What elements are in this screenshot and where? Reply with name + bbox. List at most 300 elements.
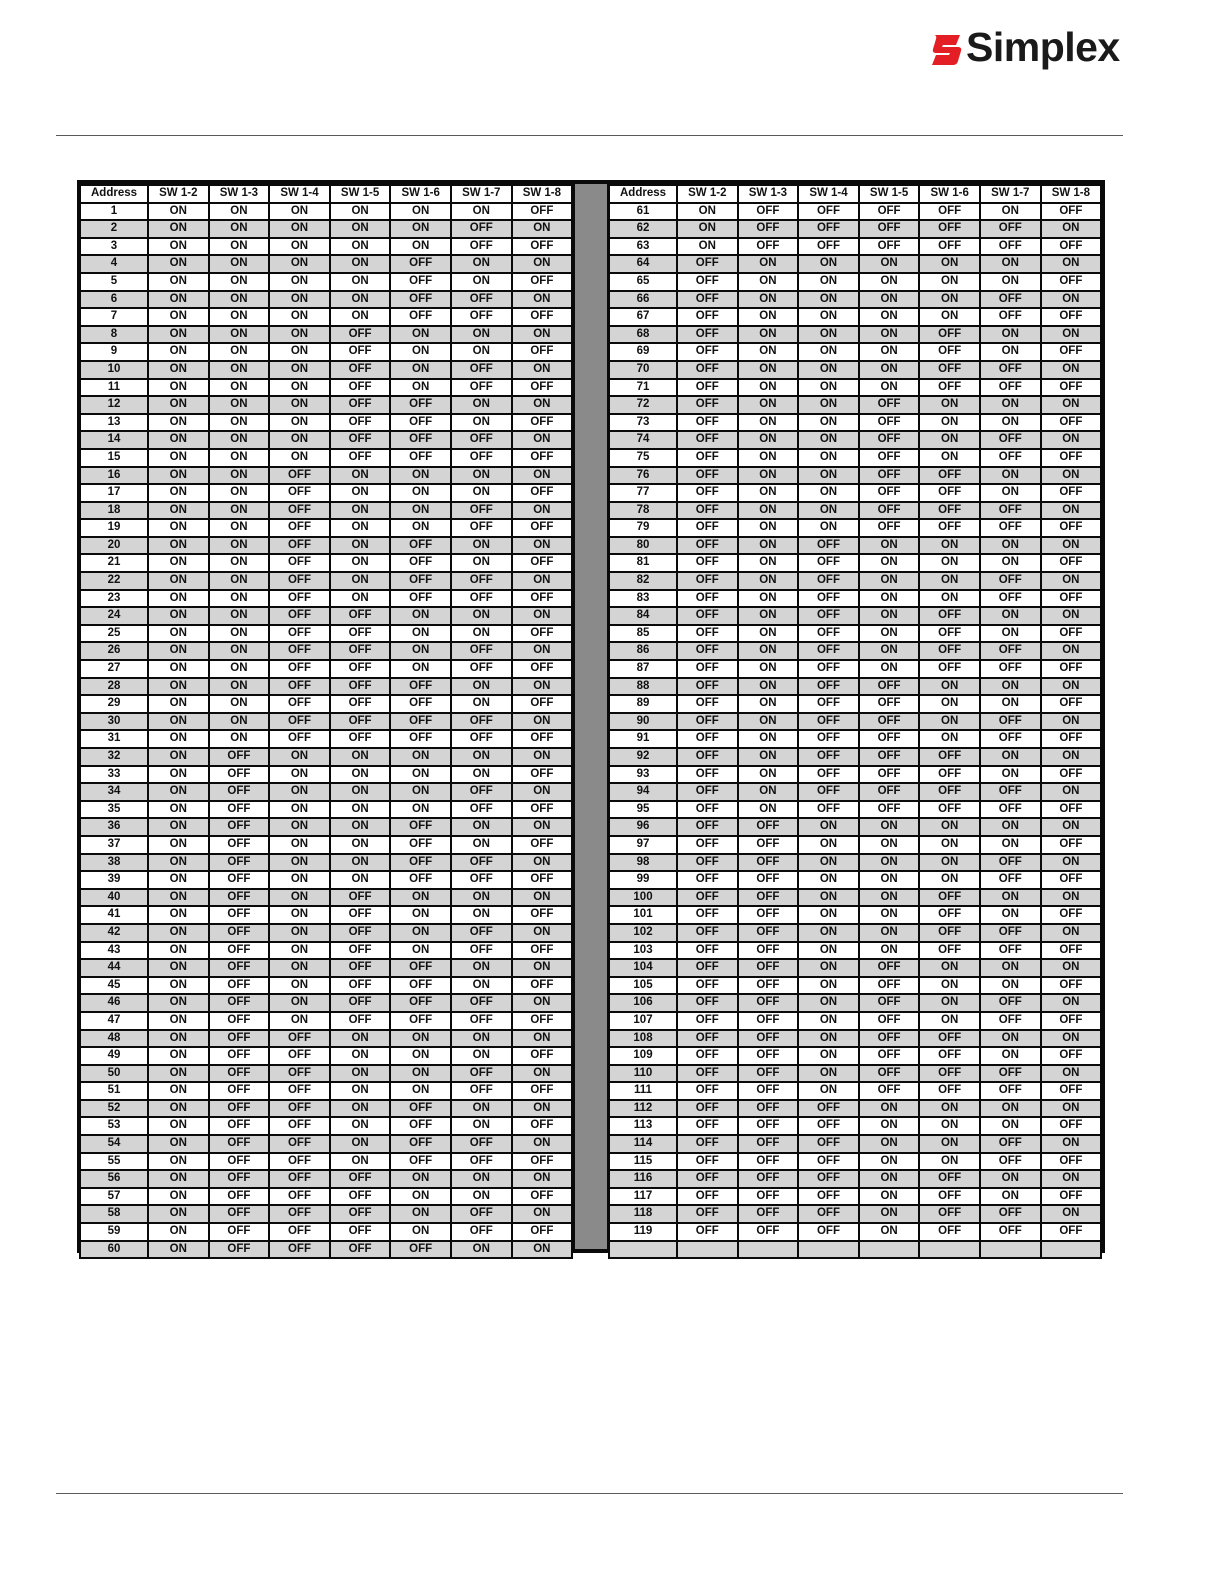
switch-state-cell: ON [210,679,269,695]
switch-state-cell: ON [331,767,390,783]
table-row [81,643,571,659]
switch-state-cell: ON [1042,855,1101,871]
switch-state-cell: ON [799,450,858,466]
switch-state-cell: ON [452,679,511,695]
switch-state-cell: ON [513,468,572,484]
switch-state-cell: ON [981,538,1040,554]
table-row [81,731,571,747]
switch-state-cell: ON [1042,890,1101,906]
switch-state-cell: ON [331,591,390,607]
switch-state-cell: OFF [678,855,737,871]
table-row [610,978,1100,994]
switch-state-cell: OFF [678,1136,737,1152]
switch-state-cell: OFF [331,714,390,730]
switch-state-cell: OFF [678,784,737,800]
switch-state-cell: ON [1042,573,1101,589]
switch-state-cell: OFF [860,450,919,466]
address-cell: 31 [81,731,147,747]
switch-state-cell: OFF [513,696,572,712]
switch-state-cell: OFF [270,679,329,695]
switch-state-cell: OFF [739,1206,798,1222]
switch-state-cell: ON [210,538,269,554]
switch-state-cell: ON [920,415,979,431]
switch-state-cell: OFF [1042,1224,1101,1240]
switch-state-cell: ON [391,907,450,923]
table-row [610,591,1100,607]
switch-state-cell: OFF [331,907,390,923]
switch-state-cell: OFF [391,1154,450,1170]
address-cell: 6 [81,292,147,308]
table-row [610,696,1100,712]
switch-state-cell: ON [210,362,269,378]
switch-state-cell: ON [270,380,329,396]
switch-state-cell: OFF [920,643,979,659]
switch-state-cell: OFF [1042,274,1101,290]
switch-state-cell: OFF [678,1189,737,1205]
switch-state-cell: OFF [1042,907,1101,923]
switch-state-cell: ON [1042,1031,1101,1047]
switch-state-cell: ON [210,731,269,747]
address-cell: 101 [610,907,676,923]
table-row [610,872,1100,888]
switch-state-cell: OFF [860,802,919,818]
switch-state-cell: ON [452,696,511,712]
switch-state-cell: OFF [920,1171,979,1187]
table-row [610,221,1100,237]
switch-state-cell: OFF [513,309,572,325]
switch-state-cell: OFF [513,872,572,888]
switch-state-cell: ON [149,960,208,976]
table-row [610,679,1100,695]
switch-state-cell: ON [210,204,269,220]
switch-state-cell: ON [331,855,390,871]
switch-state-cell: ON [210,221,269,237]
switch-state-cell: ON [452,397,511,413]
address-cell: 91 [610,731,676,747]
switch-state-cell: ON [331,1031,390,1047]
switch-state-cell: ON [210,292,269,308]
switch-state-cell: ON [270,292,329,308]
switch-state-cell: OFF [678,1048,737,1064]
switch-state-cell: OFF [210,872,269,888]
switch-state-cell: OFF [981,714,1040,730]
switch-state-cell: OFF [678,907,737,923]
switch-state-cell: OFF [270,538,329,554]
switch-state-cell: OFF [678,292,737,308]
switch-state-cell: OFF [270,591,329,607]
switch-state-cell: OFF [678,256,737,272]
switch-state-cell: ON [799,468,858,484]
switch-state-cell: OFF [452,239,511,255]
switch-state-cell: ON [920,696,979,712]
switch-state-cell: OFF [331,1206,390,1222]
switch-state-cell: ON [799,925,858,941]
switch-state-cell: ON [981,256,1040,272]
switch-state-cell: ON [799,978,858,994]
switch-state-cell: ON [860,837,919,853]
switch-state-cell: ON [920,872,979,888]
switch-state-cell: ON [920,274,979,290]
switch-state-cell: ON [149,1101,208,1117]
switch-state-cell: ON [452,767,511,783]
switch-state-cell: OFF [860,485,919,501]
switch-state-cell: ON [149,1224,208,1240]
switch-state-cell: OFF [1042,1189,1101,1205]
switch-state-cell: OFF [1042,661,1101,677]
switch-state-cell: OFF [513,415,572,431]
switch-state-cell: OFF [270,1136,329,1152]
switch-state-cell: OFF [452,925,511,941]
switch-state-cell: ON [678,204,737,220]
switch-state-cell: OFF [391,995,450,1011]
switch-state-cell: ON [149,643,208,659]
switch-state-cell: OFF [799,1171,858,1187]
switch-state-cell: OFF [981,380,1040,396]
table-row [610,819,1100,835]
address-cell: 38 [81,855,147,871]
switch-state-cell: ON [981,696,1040,712]
switch-state-cell: ON [270,890,329,906]
switch-state-cell: OFF [981,855,1040,871]
switch-state-cell: OFF [391,591,450,607]
switch-state-cell: OFF [860,696,919,712]
switch-state-cell: OFF [210,1101,269,1117]
switch-state-cell: ON [452,555,511,571]
switch-state-cell: OFF [513,344,572,360]
address-table-right [608,184,1102,1259]
switch-state-cell: OFF [391,292,450,308]
switch-state-cell: ON [391,1066,450,1082]
switch-state-cell: ON [331,749,390,765]
switch-state-cell: ON [270,204,329,220]
switch-state-cell: ON [860,943,919,959]
switch-state-cell: OFF [210,767,269,783]
switch-state-cell: ON [860,1101,919,1117]
table-row [81,344,571,360]
switch-state-cell: ON [1042,925,1101,941]
switch-state-cell: OFF [678,485,737,501]
switch-state-cell: ON [270,802,329,818]
switch-state-cell: OFF [678,1206,737,1222]
switch-state-cell: ON [270,1013,329,1029]
switch-state-cell: OFF [981,925,1040,941]
address-cell: 111 [610,1083,676,1099]
switch-state-cell: ON [799,1048,858,1064]
address-cell: 27 [81,661,147,677]
switch-state-cell: ON [920,1154,979,1170]
switch-state-cell: OFF [1042,415,1101,431]
switch-state-cell: ON [331,256,390,272]
switch-state-cell: ON [860,344,919,360]
switch-state-cell: OFF [210,749,269,765]
switch-state-cell: OFF [331,925,390,941]
switch-state-cell: OFF [452,1154,511,1170]
header-switch: SW 1-6 [920,186,979,202]
switch-state-cell: ON [1042,784,1101,800]
switch-state-cell: ON [920,714,979,730]
switch-state-cell: ON [860,573,919,589]
switch-state-cell: ON [210,468,269,484]
switch-state-cell: OFF [860,1066,919,1082]
switch-state-cell: ON [452,960,511,976]
table-row [81,292,571,308]
table-row [610,380,1100,396]
switch-state-cell: OFF [391,450,450,466]
table-row [81,1101,571,1117]
address-cell: 55 [81,1154,147,1170]
switch-state-cell: ON [739,608,798,624]
switch-state-cell: OFF [1042,1154,1101,1170]
switch-state-cell: OFF [331,643,390,659]
switch-state-cell: OFF [270,1048,329,1064]
address-cell: 19 [81,520,147,536]
switch-state-cell: ON [210,397,269,413]
switch-state-cell [678,1242,737,1258]
switch-state-cell: ON [920,995,979,1011]
switch-state-cell: OFF [981,643,1040,659]
switch-state-cell: OFF [981,591,1040,607]
switch-state-cell: OFF [799,749,858,765]
switch-state-cell: OFF [799,1118,858,1134]
switch-state-cell: ON [799,837,858,853]
switch-state-cell: OFF [799,784,858,800]
switch-state-cell: OFF [678,1101,737,1117]
switch-state-cell: ON [149,1189,208,1205]
switch-state-cell: OFF [1042,380,1101,396]
address-cell: 89 [610,696,676,712]
table-row [610,626,1100,642]
switch-state-cell: OFF [678,309,737,325]
table-row [610,1242,1100,1258]
switch-state-cell: OFF [920,362,979,378]
address-cell: 117 [610,1189,676,1205]
address-cell: 85 [610,626,676,642]
switch-state-cell: OFF [513,978,572,994]
switch-state-cell: ON [860,1118,919,1134]
switch-state-cell: OFF [981,1154,1040,1170]
table-row [81,1048,571,1064]
switch-state-cell: ON [452,890,511,906]
address-cell: 79 [610,520,676,536]
switch-state-cell: ON [513,1031,572,1047]
switch-state-cell: ON [981,415,1040,431]
address-cell: 44 [81,960,147,976]
switch-state-cell: ON [513,1101,572,1117]
switch-state-cell: OFF [391,555,450,571]
switch-state-cell: OFF [513,274,572,290]
switch-state-cell: ON [270,256,329,272]
switch-state-cell: ON [1042,538,1101,554]
switch-state-cell: ON [331,1118,390,1134]
switch-state-cell: ON [513,679,572,695]
table-row [81,890,571,906]
switch-state-cell: OFF [391,1013,450,1029]
switch-state-cell: ON [210,327,269,343]
header-switch: SW 1-4 [270,186,329,202]
switch-state-cell: ON [981,204,1040,220]
switch-state-cell: OFF [739,1048,798,1064]
switch-state-cell: OFF [678,327,737,343]
switch-state-cell: OFF [678,960,737,976]
switch-state-cell: OFF [270,643,329,659]
switch-state-cell: OFF [981,1224,1040,1240]
switch-state-cell [799,1242,858,1258]
address-cell: 46 [81,995,147,1011]
switch-state-cell: ON [739,362,798,378]
switch-state-cell: ON [149,274,208,290]
switch-state-cell: ON [452,1118,511,1134]
switch-state-cell: ON [331,1083,390,1099]
switch-state-cell: OFF [981,995,1040,1011]
switch-state-cell: OFF [920,1083,979,1099]
switch-state-cell: ON [149,679,208,695]
switch-state-cell: ON [860,555,919,571]
switch-state-cell: OFF [799,221,858,237]
switch-state-cell: ON [149,1066,208,1082]
switch-state-cell: ON [149,608,208,624]
switch-state-cell: ON [210,591,269,607]
table-row [610,731,1100,747]
switch-state-cell: OFF [452,731,511,747]
switch-state-cell: OFF [678,749,737,765]
switch-state-cell: ON [513,573,572,589]
switch-state-cell: ON [331,872,390,888]
switch-state-cell: ON [149,344,208,360]
switch-state-cell: OFF [678,503,737,519]
switch-state-cell: ON [210,503,269,519]
switch-state-cell: OFF [391,714,450,730]
table-row [81,837,571,853]
switch-state-cell: ON [513,362,572,378]
switch-state-cell: OFF [678,468,737,484]
switch-state-cell: OFF [1042,485,1101,501]
switch-state-cell: ON [799,362,858,378]
switch-state-cell: OFF [513,626,572,642]
switch-state-cell: OFF [270,1154,329,1170]
header-switch: SW 1-5 [331,186,390,202]
switch-state-cell: ON [331,784,390,800]
switch-state-cell: OFF [210,819,269,835]
switch-state-cell: ON [391,380,450,396]
switch-state-cell: OFF [678,1013,737,1029]
switch-state-cell: OFF [981,661,1040,677]
switch-state-cell: OFF [210,960,269,976]
switch-state-cell: ON [1042,256,1101,272]
switch-state-cell: ON [210,696,269,712]
table-row [610,309,1100,325]
switch-state-cell: ON [739,679,798,695]
switch-state-cell: ON [799,943,858,959]
switch-state-cell: OFF [799,1224,858,1240]
switch-state-cell: ON [149,432,208,448]
switch-state-cell: OFF [678,538,737,554]
switch-state-cell: ON [331,468,390,484]
switch-state-cell: ON [739,749,798,765]
switch-state-cell: OFF [678,1118,737,1134]
switch-state-cell: ON [270,943,329,959]
switch-state-cell: ON [799,309,858,325]
table-row [81,239,571,255]
switch-state-cell: OFF [513,1189,572,1205]
switch-state-cell: ON [210,415,269,431]
table-row [81,468,571,484]
switch-state-cell: ON [270,221,329,237]
switch-state-cell: ON [391,221,450,237]
address-cell: 118 [610,1206,676,1222]
address-cell: 15 [81,450,147,466]
switch-state-cell: ON [331,309,390,325]
switch-state-cell: ON [860,380,919,396]
switch-state-cell: OFF [452,520,511,536]
switch-state-cell: OFF [331,731,390,747]
address-cell: 32 [81,749,147,765]
switch-state-cell: ON [452,1242,511,1258]
switch-state-cell: ON [799,520,858,536]
switch-state-cell: OFF [210,907,269,923]
switch-state-cell: ON [739,661,798,677]
address-cell: 16 [81,468,147,484]
switch-state-cell: OFF [678,890,737,906]
switch-state-cell: OFF [1042,626,1101,642]
switch-state-cell: OFF [513,555,572,571]
switch-state-cell: OFF [739,1013,798,1029]
switch-state-cell: ON [331,538,390,554]
switch-state-cell: ON [1042,819,1101,835]
switch-state-cell: ON [799,890,858,906]
table-row [81,679,571,695]
switch-state-cell: ON [149,1136,208,1152]
switch-state-cell: ON [452,837,511,853]
table-row [610,485,1100,501]
switch-state-cell: ON [452,1101,511,1117]
switch-state-cell: ON [1042,221,1101,237]
switch-state-cell: OFF [920,907,979,923]
switch-state-cell: OFF [981,221,1040,237]
switch-state-cell: ON [149,907,208,923]
table-row [81,1189,571,1205]
switch-state-cell: ON [391,802,450,818]
switch-state-cell: ON [391,1206,450,1222]
address-cell: 60 [81,1242,147,1258]
switch-state-cell: ON [739,573,798,589]
address-cell: 66 [610,292,676,308]
switch-state-cell: ON [1042,643,1101,659]
switch-state-cell: ON [981,1171,1040,1187]
switch-state-cell: ON [981,555,1040,571]
switch-state-cell: ON [149,1013,208,1029]
switch-state-cell: ON [799,327,858,343]
switch-state-cell: OFF [920,626,979,642]
table-row [81,855,571,871]
switch-state-cell: OFF [391,679,450,695]
switch-state-cell: ON [1042,397,1101,413]
switch-state-cell: ON [920,837,979,853]
table-row [610,292,1100,308]
switch-state-cell: OFF [513,943,572,959]
switch-state-cell: OFF [452,872,511,888]
switch-state-cell: OFF [739,925,798,941]
switch-state-cell: ON [210,274,269,290]
table-row [81,573,571,589]
switch-state-cell: ON [149,292,208,308]
switch-state-cell: ON [452,415,511,431]
switch-state-cell: ON [149,1031,208,1047]
switch-state-cell: ON [149,450,208,466]
switch-state-cell: ON [920,1101,979,1117]
switch-state-cell: ON [860,1171,919,1187]
switch-state-cell: ON [331,503,390,519]
switch-state-cell: OFF [210,1171,269,1187]
